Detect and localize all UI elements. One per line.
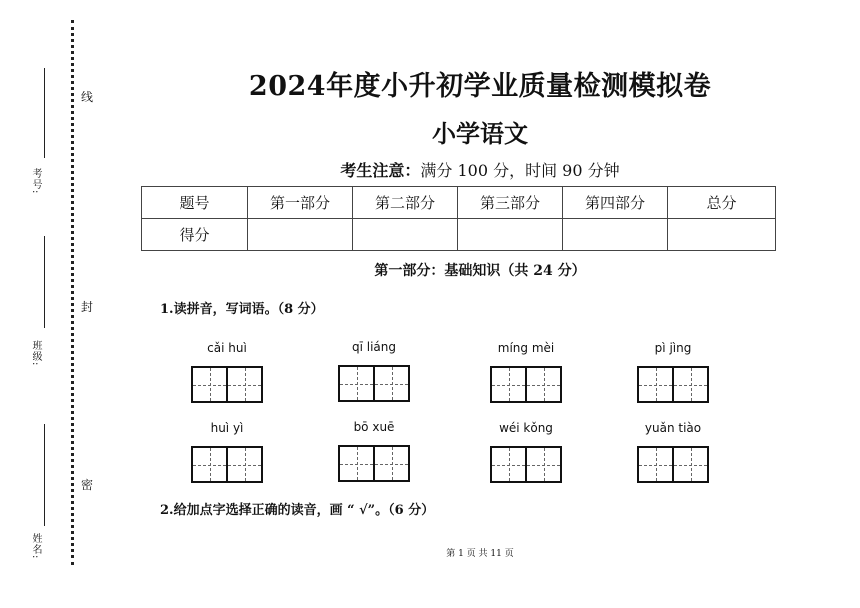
- pinyin-label: wéi kǒng: [499, 421, 553, 435]
- pinyin-label: míng mèi: [497, 341, 555, 355]
- pinyin-item: [490, 420, 562, 483]
- question-2: 2.给加点字选择正确的读音，画 “ √”。（6 分）: [160, 503, 435, 518]
- seal-char-xian: 线: [81, 90, 94, 104]
- question-1: 1.读拼音，写词语。（8 分）: [160, 302, 324, 317]
- pinyin-item: [338, 339, 410, 402]
- tianzige-box[interactable]: [637, 366, 709, 403]
- tianzige-cell[interactable]: [226, 368, 261, 401]
- notice-label: 考生注意：: [340, 161, 421, 180]
- score-cell-part4[interactable]: [563, 219, 668, 251]
- tianzige-box[interactable]: [338, 445, 410, 482]
- score-cell-part1[interactable]: [248, 219, 353, 251]
- tianzige-cell[interactable]: [226, 448, 261, 481]
- pinyin-label: huì yì: [210, 421, 244, 435]
- score-cell-part2[interactable]: [353, 219, 458, 251]
- score-header-cell: 题号: [142, 187, 248, 219]
- tianzige-cell[interactable]: [525, 368, 560, 401]
- tianzige-cell[interactable]: [373, 447, 408, 480]
- name-label: 姓名:: [30, 533, 41, 560]
- score-table-score-row: [142, 219, 776, 251]
- tianzige-box[interactable]: [338, 365, 410, 402]
- seal-char-mi: 密: [81, 478, 94, 492]
- subject-title: 小学语文: [432, 119, 528, 148]
- score-header-cell: 第三部分: [458, 187, 563, 219]
- score-table-header-row: [142, 187, 776, 219]
- tianzige-cell[interactable]: [672, 368, 707, 401]
- section-title: 第一部分：基础知识（共 24 分）: [374, 263, 586, 279]
- tianzige-cell[interactable]: [340, 447, 373, 480]
- tianzige-box[interactable]: [191, 446, 263, 483]
- tianzige-cell[interactable]: [193, 368, 226, 401]
- tianzige-cell[interactable]: [639, 368, 672, 401]
- pinyin-item: [191, 420, 263, 483]
- pinyin-item: [338, 419, 410, 482]
- tianzige-cell[interactable]: [193, 448, 226, 481]
- tianzige-box[interactable]: [637, 446, 709, 483]
- tianzige-box[interactable]: [490, 446, 562, 483]
- tianzige-cell[interactable]: [492, 368, 525, 401]
- pinyin-item: [191, 340, 263, 403]
- tianzige-cell[interactable]: [525, 448, 560, 481]
- page-number: 第 1 页 共 11 页: [446, 549, 514, 559]
- pinyin-item: [637, 420, 709, 483]
- pinyin-label: cǎi huì: [207, 341, 247, 355]
- tianzige-cell[interactable]: [492, 448, 525, 481]
- notice-text: 满分 100 分，时间 90 分钟: [420, 161, 620, 180]
- class-blank[interactable]: [44, 236, 45, 328]
- score-header-cell: 第一部分: [248, 187, 353, 219]
- class-label: 班级:: [30, 340, 41, 367]
- pinyin-label: pì jìng: [654, 341, 692, 355]
- score-header-cell: 第四部分: [563, 187, 668, 219]
- exam-number-label: 考号:: [30, 168, 41, 195]
- pinyin-item: [490, 340, 562, 403]
- score-cell-part3[interactable]: [458, 219, 563, 251]
- tianzige-box[interactable]: [191, 366, 263, 403]
- pinyin-label: yuǎn tiào: [644, 421, 702, 435]
- seal-char-feng: 封: [81, 300, 94, 314]
- tianzige-cell[interactable]: [373, 367, 408, 400]
- score-header-cell: 总分: [668, 187, 776, 219]
- score-table: [141, 186, 776, 251]
- score-cell-total[interactable]: [668, 219, 776, 251]
- exam-title: 2024年度小升初学业质量检测模拟卷: [248, 71, 712, 102]
- tianzige-cell[interactable]: [639, 448, 672, 481]
- name-blank[interactable]: [44, 424, 45, 526]
- pinyin-item: [637, 340, 709, 403]
- tianzige-box[interactable]: [490, 366, 562, 403]
- tianzige-cell[interactable]: [340, 367, 373, 400]
- pinyin-label: bō xuē: [353, 420, 395, 434]
- pinyin-label: qī liáng: [351, 340, 396, 354]
- score-header-cell: 第二部分: [353, 187, 458, 219]
- score-row-label: 得分: [142, 219, 248, 251]
- tianzige-cell[interactable]: [672, 448, 707, 481]
- exam-notice: [0, 158, 860, 181]
